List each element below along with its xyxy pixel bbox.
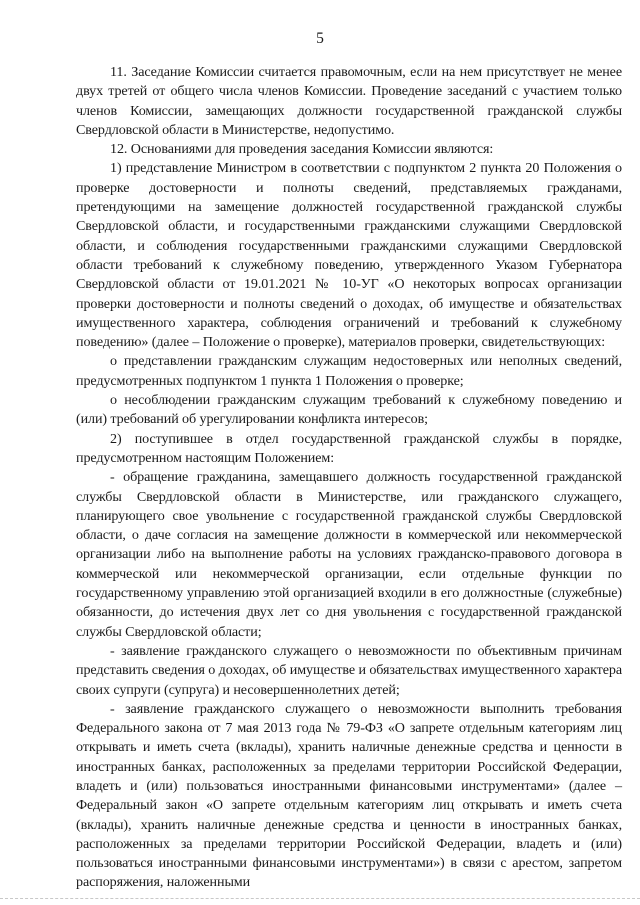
- paragraph-grounds-heading: 12. Основаниями для проведения заседания Комиссии являются:: [110, 141, 494, 158]
- paragraph-ground-1-item-a: о представлении гражданским служащим недостоверных или неполных сведений, предусмотренных подпунктом 1 пункта 1 Положения о проверке;: [76, 353, 622, 389]
- paragraph-quorum: 11. Заседание Комиссии считается правомочным, если на нем присутствует не менее двух третей от общего числа членов Комиссии. Проведение заседаний с участием только членов Комиссии, замещающих должности государственной гражданской службы Свердловской области в Министерстве, недопустимо.: [76, 64, 622, 138]
- paragraph-ground-1-item-b: о несоблюдении гражданским служащим требований к служебному поведению и (или) требований об урегулировании конфликта интересов;: [76, 392, 622, 428]
- paragraph-ground-2-appeal: - обращение гражданина, замещавшего должность государственной гражданской службы Свердловской области в Министерстве, или гражданского служащего, планирующего свое увольнение с государственной гражданской службы Свердловской области, о даче согласия на замещение должности в коммерческой или некоммерческой организации либо на выполнение работы на условиях гражданско-правового договора в коммерческой или некоммерческой организации, если отдельные функции по государственному управлению этой организацией входили в его должностные (служебные) обязанности, до истечения двух лет со дня увольнения с государственной гражданской службы Свердловской области;: [76, 469, 622, 640]
- scan-edge-line: [0, 898, 640, 899]
- document-body: [76, 63, 622, 893]
- paragraph-ground-2: 2) поступившее в отдел государственной гражданской службы в порядке, предусмотренном настоящим Положением:: [76, 430, 622, 466]
- page-number: 5: [316, 30, 324, 47]
- paragraph-ground-2-statement-income: - заявление гражданского служащего о невозможности по объективным причинам представить сведения о доходах, об имуществе и обязательствах имущественного характера своих супруги (супруга) и несовершеннолетних детей;: [76, 642, 622, 698]
- paragraph-ground-2-statement-foreign-accounts: - заявление гражданского служащего о невозможности выполнить требования Федерального закона от 7 мая 2013 года № 79-ФЗ «О запрете отдельным категориям лиц открывать и иметь счета (вклады), хранить наличные денежные средства и ценности в иностранных банках, расположенных за пределами территории Российской Федерации, владеть и (или) пользоваться иностранными финансовыми инструментами» (далее – Федеральный закон «О запрете отдельным категориям лиц открывать и иметь счета (вклады), хранить наличные денежные средства и ценности в иностранных банках, расположенных за пределами территории Российской Федерации, владеть и (или) пользоваться иностранными финансовыми инструментами») в связи с арестом, запретом распоряжения, наложенными: [76, 700, 622, 891]
- paragraph-ground-1: 1) представление Министром в соответствии с подпунктом 2 пункта 20 Положения о проверке достоверности и полноты сведений, представляемых гражданами, претендующими на замещение должностей государственной гражданской службы Свердловской области, и государственными гражданскими служащими Свердловской области, и соблюдения государственными гражданскими служащими Свердловской области требований к служебному поведению, утвержденного Указом Губернатора Свердловской области от 19.01.2021 № 10-УГ «О некоторых вопросах организации проверки достоверности и полноты сведений о доходах, об имуществе и обязательствах имущественного характера, соблюдения ограничений и требований к служебному поведению» (далее – Положение о проверке), материалов проверки, свидетельствующих:: [76, 160, 622, 351]
